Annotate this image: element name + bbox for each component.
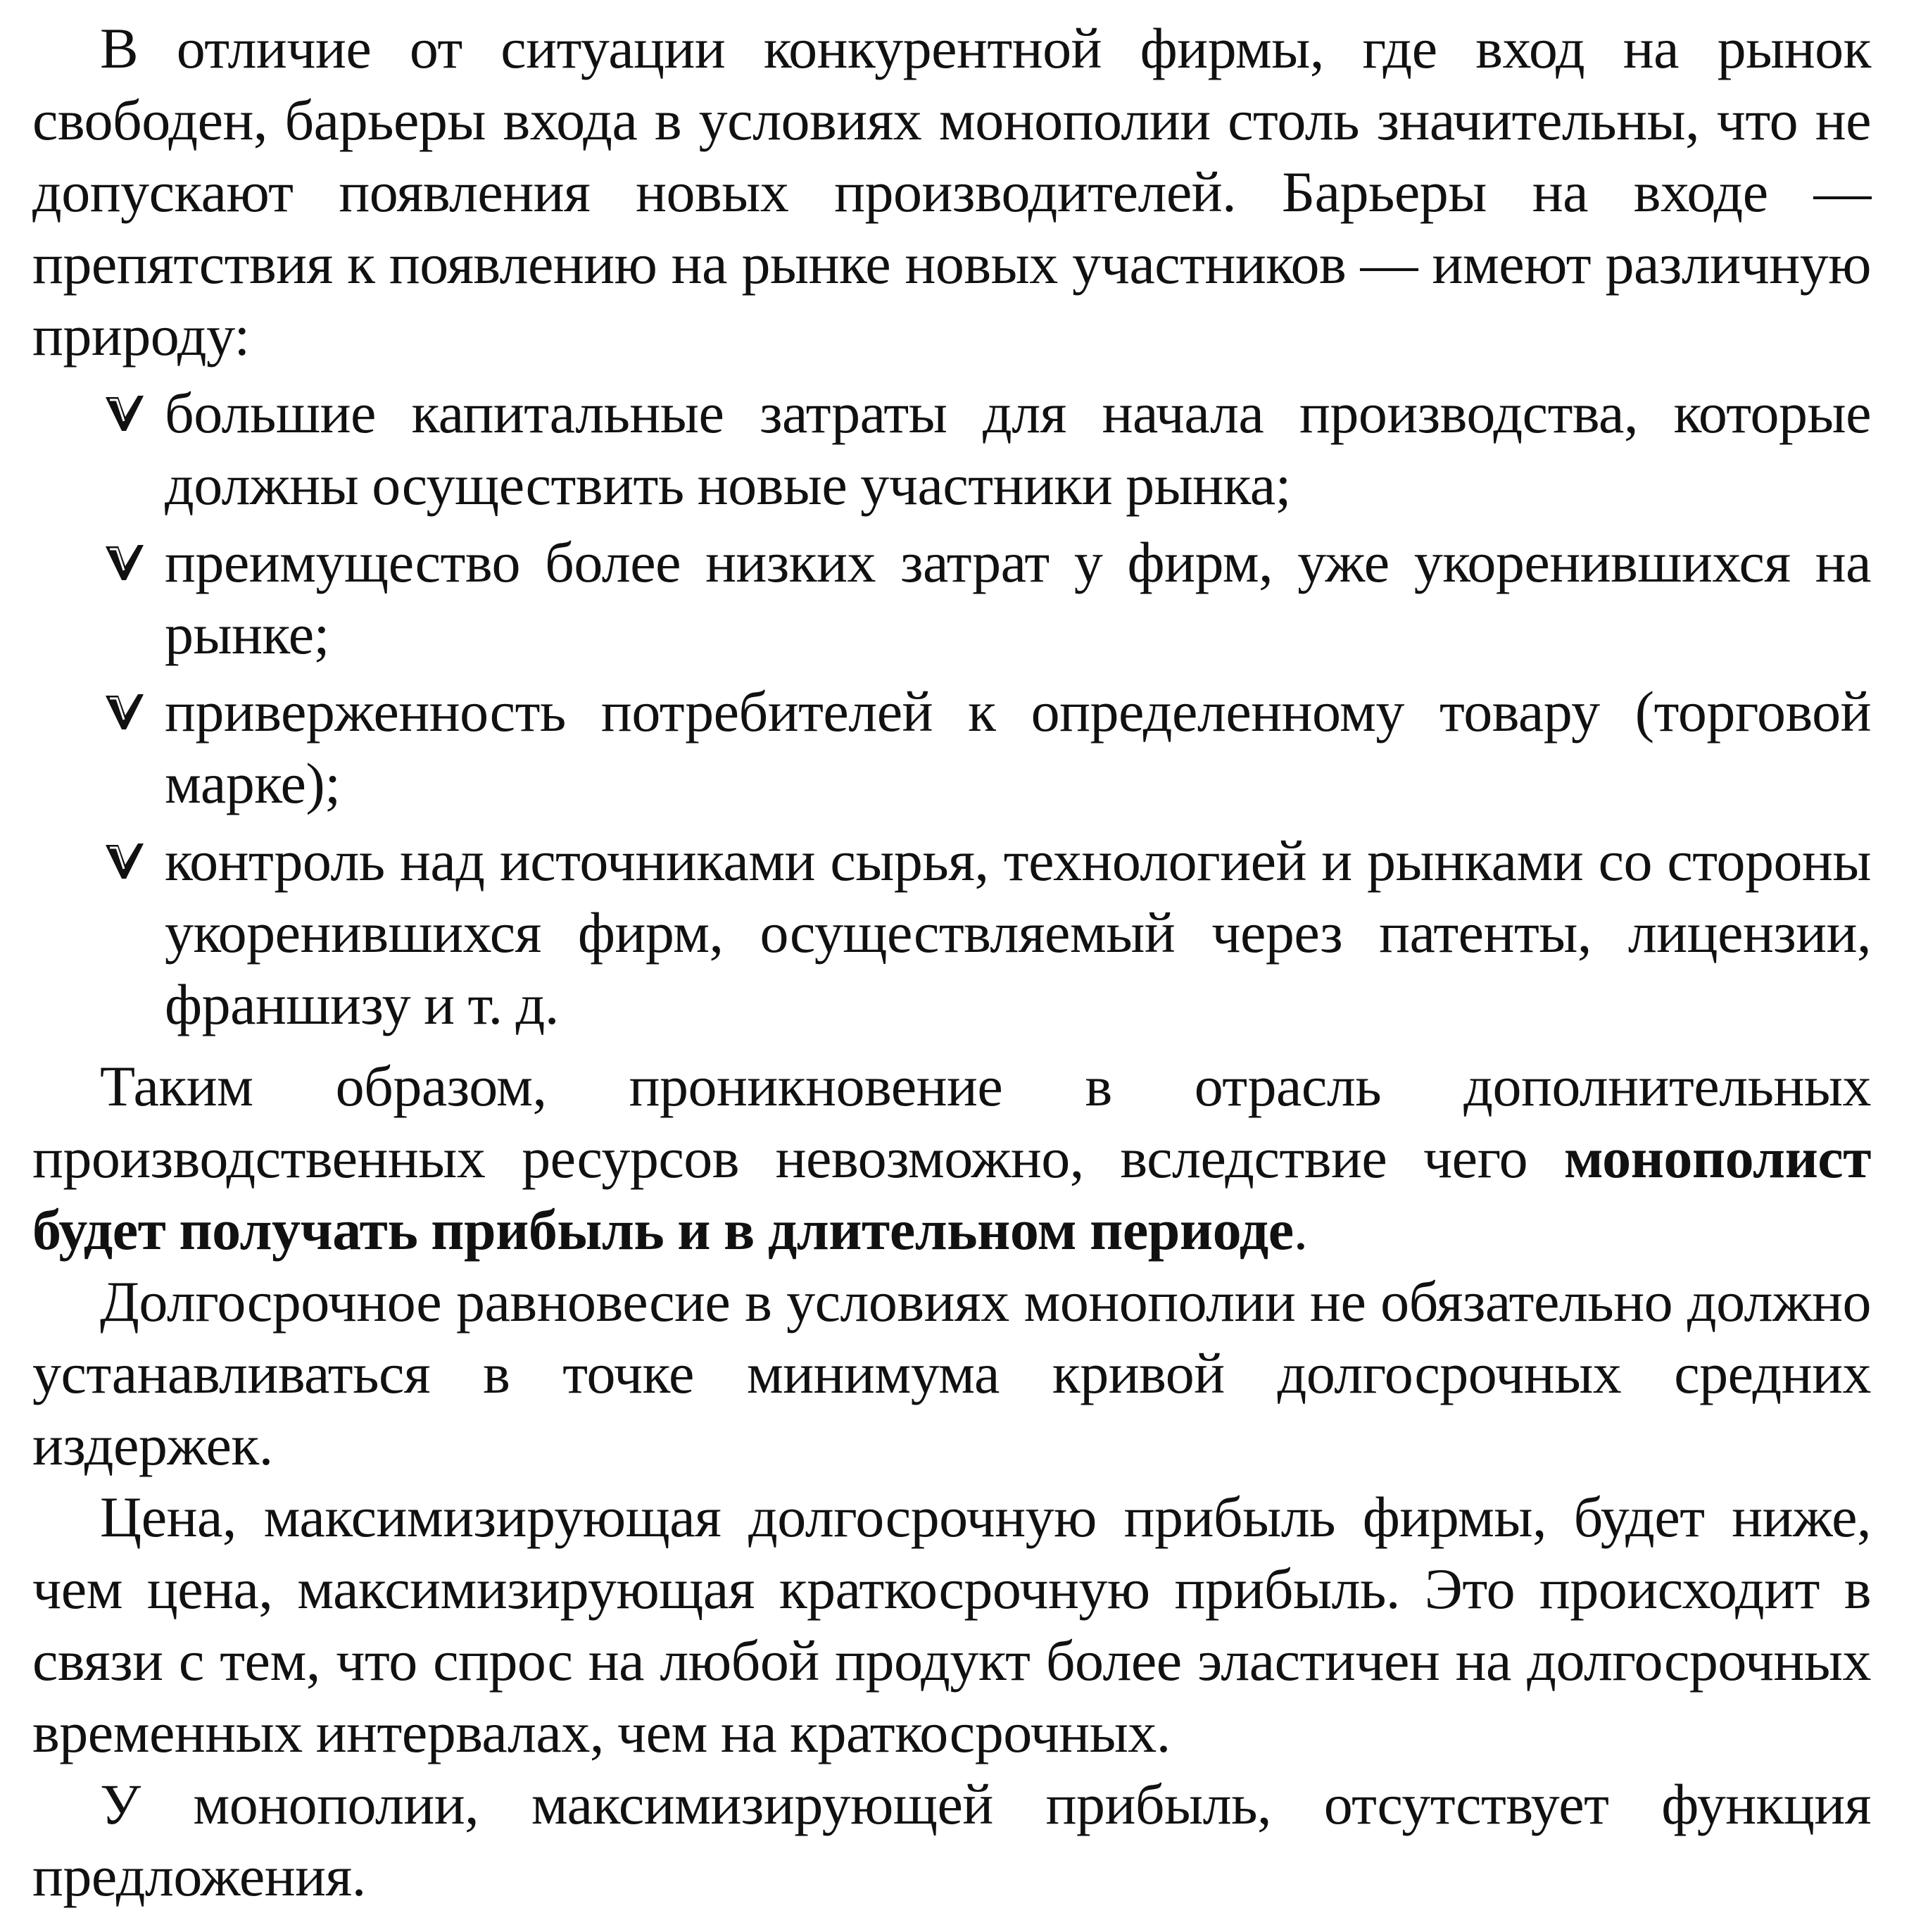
checkmark-icon [103,691,148,732]
price-paragraph: Цена, максимизирующая долгосрочную прибыль фирмы, будет ниже, чем цена, максимизирующая краткосрочную прибыль. Это происходит в связи с тем, что спрос на любой продукт более эластичен на долгосрочных временных интервалах, чем на краткосрочных. [32,1485,1871,1764]
checkmark-icon [103,542,148,583]
checkmark-icon [103,393,148,434]
barrier-text: контроль над источниками сырья, технологией и рынками со стороны укоренившихся фирм, осуществляемый через патенты, лицензии, франшизу и т. д. [165,829,1871,1036]
barriers-list [32,377,1871,1041]
barrier-text: большие капитальные затраты для начала производства, которые должны осуществить новые участники рынка; [165,381,1871,517]
supply-paragraph: У монополии, максимизирующей прибыль, отсутствует функция предложения. [32,1772,1871,1908]
barrier-text: приверженность потребителей к определенному товару (торговой марке); [165,679,1871,815]
conclusion-tail: . [1293,1198,1308,1262]
conclusion-paragraph [32,1050,1871,1266]
document-page [32,13,1871,1912]
list-item [32,377,1871,521]
intro-paragraph: В отличие от ситуации конкурентной фирмы, где вход на рынок свободен, барьеры входа в условиях монополии столь значительны, что не допускают появления новых производителей. Барьеры на входе — препятствия к появлению на рынке новых участников — имеют различную природу: [32,16,1871,368]
equilibrium-paragraph: Долгосрочное равновесие в условиях монополии не обязательно должно устанавливаться в точке минимума кривой долгосрочных средних издержек. [32,1269,1871,1477]
checkmark-icon [103,841,148,882]
list-item [32,825,1871,1041]
list-item [32,676,1871,820]
list-item [32,527,1871,670]
conclusion-lead: Таким образом, проникновение в отрасль дополнительных производственных ресурсов невозможно, вследствие чего [32,1054,1871,1190]
barrier-text: преимущество более низких затрат у фирм, уже укоренившихся на рынке; [165,530,1871,666]
conclusion-emphasis: монополист будет получать прибыль и в длительном периоде [32,1126,1871,1262]
